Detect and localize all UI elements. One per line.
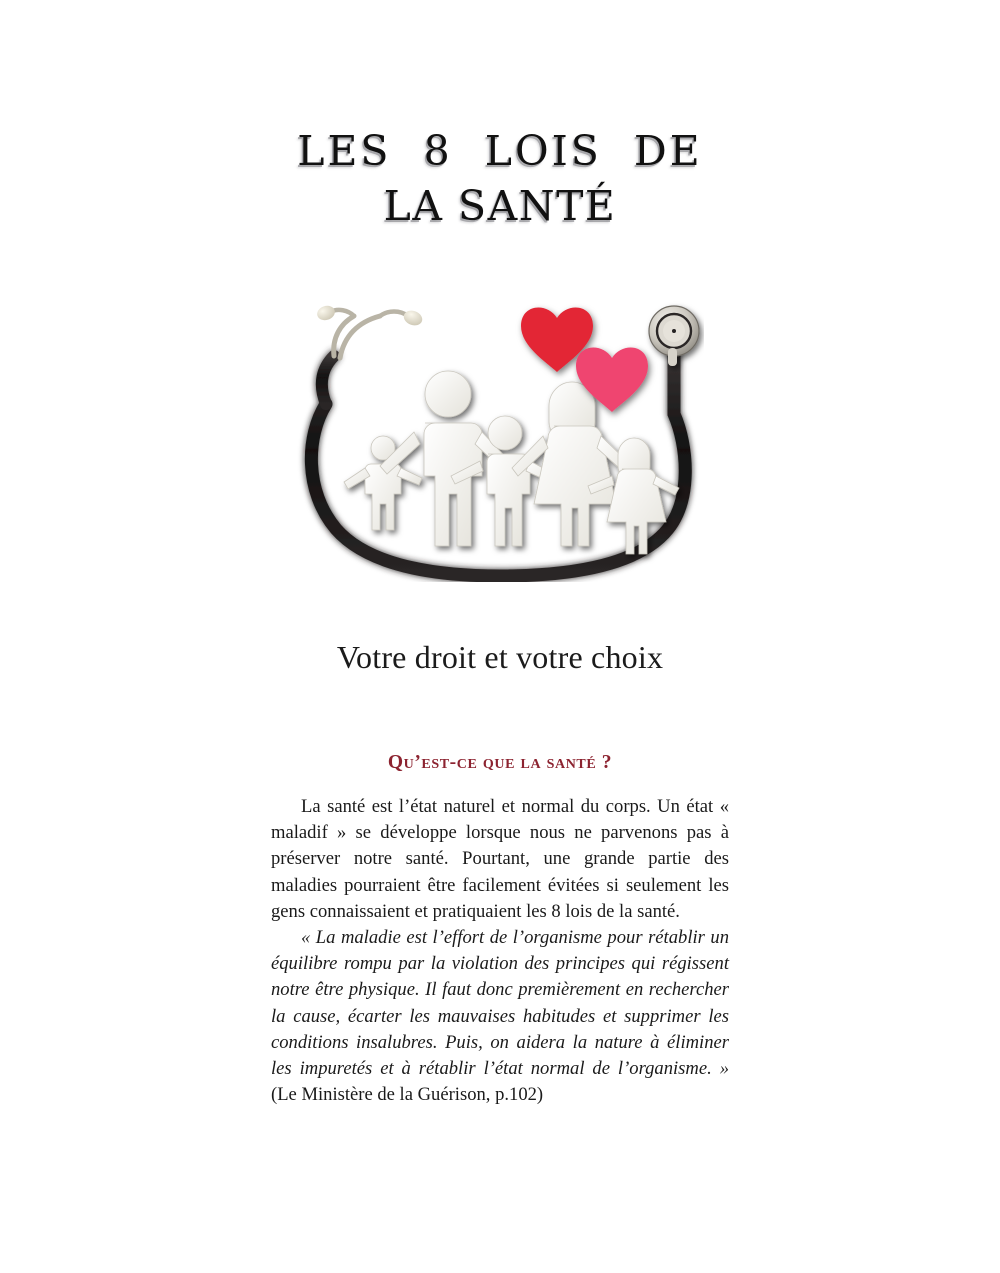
title-line-2: LA SANTÉ xyxy=(383,182,617,230)
section-heading: Qu’est-ce que la santé ? xyxy=(387,752,613,773)
quote-citation: (Le Ministère de la Guérison, p.102) xyxy=(271,1084,544,1106)
text-column xyxy=(271,750,729,1108)
stethoscope-family-illustration xyxy=(296,286,704,582)
subtitle: Votre droit et votre choix xyxy=(336,639,664,675)
stethoscope-eartubes xyxy=(330,310,408,358)
page-title xyxy=(0,124,1000,234)
stethoscope-ear-tips xyxy=(315,304,424,328)
stethoscope-chest-piece xyxy=(649,306,699,366)
paragraph-intro: La santé est l’état naturel et normal du corps. Un état « maladif » se développe lorsque nous ne parvenons pas à préserver notre santé. Pourtant, une grande partie des maladies pourraient être facilement évitées si seulement les gens connaissaient et pratiquaient les 8 lois de la santé. xyxy=(271,796,729,922)
paragraph-quote xyxy=(271,925,729,1108)
quote-text: « La maladie est l’effort de l’organisme pour rétablir un équilibre rompu par la violation des principes qui régissent notre être physique. Il faut donc premièrement en rechercher la cause, écarter les mauvaises habitudes et supprimer les conditions insalubres. Puis, on aidera la nature à éliminer les impuretés et à rétablir l’état normal de l’organisme. » xyxy=(271,927,729,1080)
title-line-1: LES 8 LOIS DE xyxy=(297,127,703,175)
